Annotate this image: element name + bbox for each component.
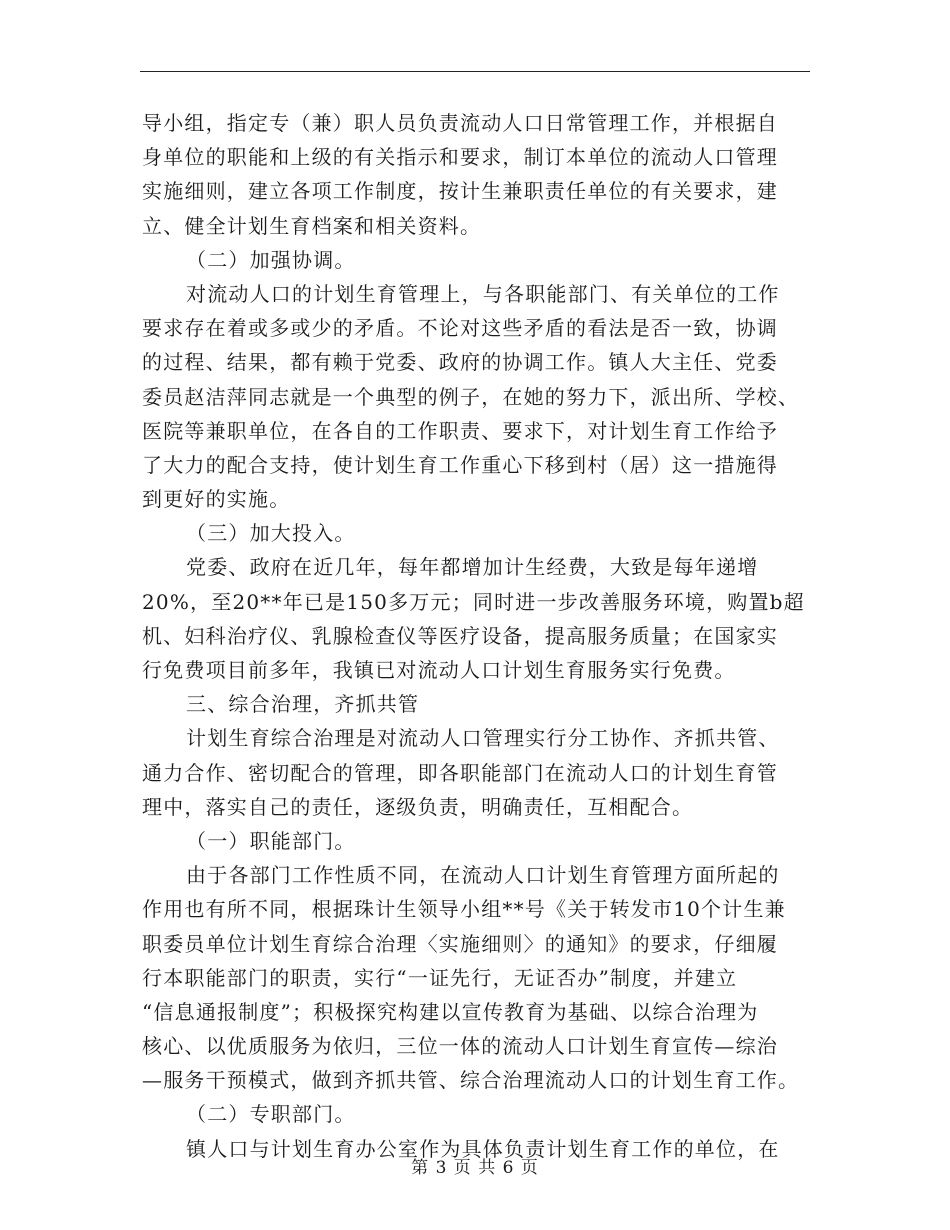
text-line: 对流动人口的计划生育管理上，与各职能部门、有关单位的工作 xyxy=(186,281,780,306)
text-line: 三、综合治理，齐抓共管 xyxy=(186,692,420,717)
text-line: 的过程、结果，都有赖于党委、政府的协调工作。镇人大主任、党委 xyxy=(142,350,778,375)
text-line: 理中，落实自己的责任，逐级负责，明确责任，互相配合。 xyxy=(142,794,694,819)
header-rule xyxy=(140,71,810,72)
text-line: 机、妇科治疗仪、乳腺检查仪等医疗设备，提高服务质量；在国家实 xyxy=(142,623,778,648)
text-line: （三）加大投入。 xyxy=(186,521,356,546)
text-line: 要求存在着或多或少的矛盾。不论对这些矛盾的看法是否一致，协调 xyxy=(142,316,778,341)
text-line: （二）专职部门。 xyxy=(186,1102,356,1127)
text-line: 到更好的实施。 xyxy=(142,487,291,512)
text-line: 计划生育综合治理是对流动人口管理实行分工协作、齐抓共管、 xyxy=(186,726,780,751)
text-line: 党委、政府在近几年，每年都增加计生经费，大致是每年递增 xyxy=(186,555,759,580)
text-line: 身单位的职能和上级的有关指示和要求，制订本单位的流动人口管理 xyxy=(142,145,778,170)
text-line: —服务干预模式，做到齐抓共管、综合治理流动人口的计划生育工作。 xyxy=(142,1068,800,1093)
text-line: 作用也有所不同，根据珠计生领导小组**号《关于转发市10个计生兼 xyxy=(142,897,786,922)
text-line: 行本职能部门的职责，实行“一证先行，无证否办”制度，并建立 xyxy=(142,965,738,990)
text-line: 镇人口与计划生育办公室作为具体负责计划生育工作的单位，在 xyxy=(186,1136,780,1161)
text-line: （一）职能部门。 xyxy=(186,828,356,853)
text-line: 了大力的配合支持，使计划生育工作重心下移到村（居）这一措施得 xyxy=(142,452,778,477)
document-body xyxy=(142,106,812,1166)
text-line: “信息通报制度”；积极探究构建以宣传教育为基础、以综合治理为 xyxy=(142,999,759,1024)
text-line: 立、健全计划生育档案和相关资料。 xyxy=(142,213,482,238)
text-line: 通力合作、密切配合的管理，即各职能部门在流动人口的计划生育管 xyxy=(142,760,778,785)
text-line: 医院等兼职单位，在各自的工作职责、要求下，对计划生育工作给予 xyxy=(142,418,778,443)
text-line: 行免费项目前多年，我镇已对流动人口计划生育服务实行免费。 xyxy=(142,658,736,682)
text-line: 20%，至20**年已是150多万元；同时进一步改善服务环境，购置b超 xyxy=(142,589,805,614)
page-footer: 第 3 页 共 6 页 xyxy=(411,1158,539,1178)
text-line: 导小组，指定专（兼）职人员负责流动人口日常管理工作，并根据自 xyxy=(142,111,778,135)
text-line: 委员赵洁萍同志就是一个典型的例子，在她的努力下，派出所、学校、 xyxy=(142,384,800,409)
text-line: 实施细则，建立各项工作制度，按计生兼职责任单位的有关要求，建 xyxy=(142,179,778,204)
text-line: 职委员单位计划生育综合治理〈实施细则〉的通知》的要求，仔细履 xyxy=(142,931,778,956)
text-line: 核心、以优质服务为依归，三位一体的流动人口计划生育宣传—综治 xyxy=(142,1034,778,1059)
text-line: 由于各部门工作性质不同，在流动人口计划生育管理方面所起的 xyxy=(186,863,780,888)
text-line: （二）加强协调。 xyxy=(186,247,356,272)
